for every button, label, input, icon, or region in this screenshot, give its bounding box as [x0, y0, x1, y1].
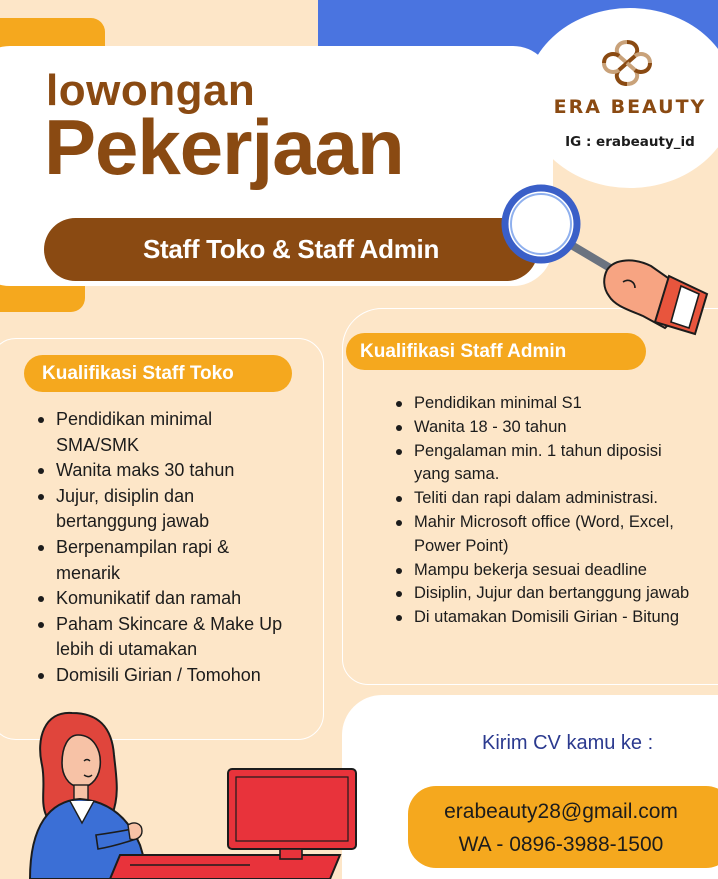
position-banner: [44, 218, 538, 281]
list-item: Jujur, disiplin dan bertanggung jawab: [38, 484, 288, 535]
admin-heading: [346, 333, 646, 370]
toko-heading-label: Kualifikasi Staff Toko: [42, 362, 234, 384]
toko-heading: [24, 355, 292, 392]
woman-at-computer-illustration: [0, 705, 420, 879]
list-item: Paham Skincare & Make Up lebih di utamakan: [38, 612, 288, 663]
list-item: Pengalaman min. 1 tahun diposisi yang sama.: [396, 440, 696, 488]
toko-requirements: [38, 407, 288, 689]
list-item: Pendidikan minimal S1: [396, 392, 696, 416]
admin-requirements: [396, 392, 696, 630]
list-item: Di utamakan Domisili Girian - Bitung: [396, 606, 696, 630]
list-item: Wanita 18 - 30 tahun: [396, 416, 696, 440]
list-item: Mahir Microsoft office (Word, Excel, Power Point): [396, 511, 696, 559]
whatsapp-number[interactable]: WA - 0896-3988-1500: [458, 833, 664, 856]
brand-name: ERA BEAUTY: [553, 96, 707, 118]
magnifying-glass-icon: [495, 178, 718, 343]
instagram-handle: IG : erabeauty_id: [565, 134, 695, 150]
send-cv-label: Kirim CV kamu ke :: [482, 732, 654, 754]
list-item: Komunikatif dan ramah: [38, 586, 288, 612]
list-item: Wanita maks 30 tahun: [38, 458, 288, 484]
list-item: Berpenampilan rapi & menarik: [38, 535, 288, 586]
title-pekerjaan: Pekerjaan: [44, 103, 404, 191]
list-item: Pendidikan minimal SMA/SMK: [38, 407, 288, 458]
title-lowongan: lowongan: [46, 66, 256, 115]
era-beauty-logo-icon: [596, 38, 658, 88]
list-item: Disiplin, Jujur dan bertanggung jawab: [396, 582, 696, 606]
email-address[interactable]: erabeauty28@gmail.com: [444, 800, 678, 823]
list-item: Teliti dan rapi dalam administrasi.: [396, 487, 696, 511]
list-item: Mampu bekerja sesuai deadline: [396, 559, 696, 583]
position-label: Staff Toko & Staff Admin: [142, 234, 440, 264]
list-item: Domisili Girian / Tomohon: [38, 663, 288, 689]
admin-heading-label: Kualifikasi Staff Admin: [360, 340, 567, 362]
